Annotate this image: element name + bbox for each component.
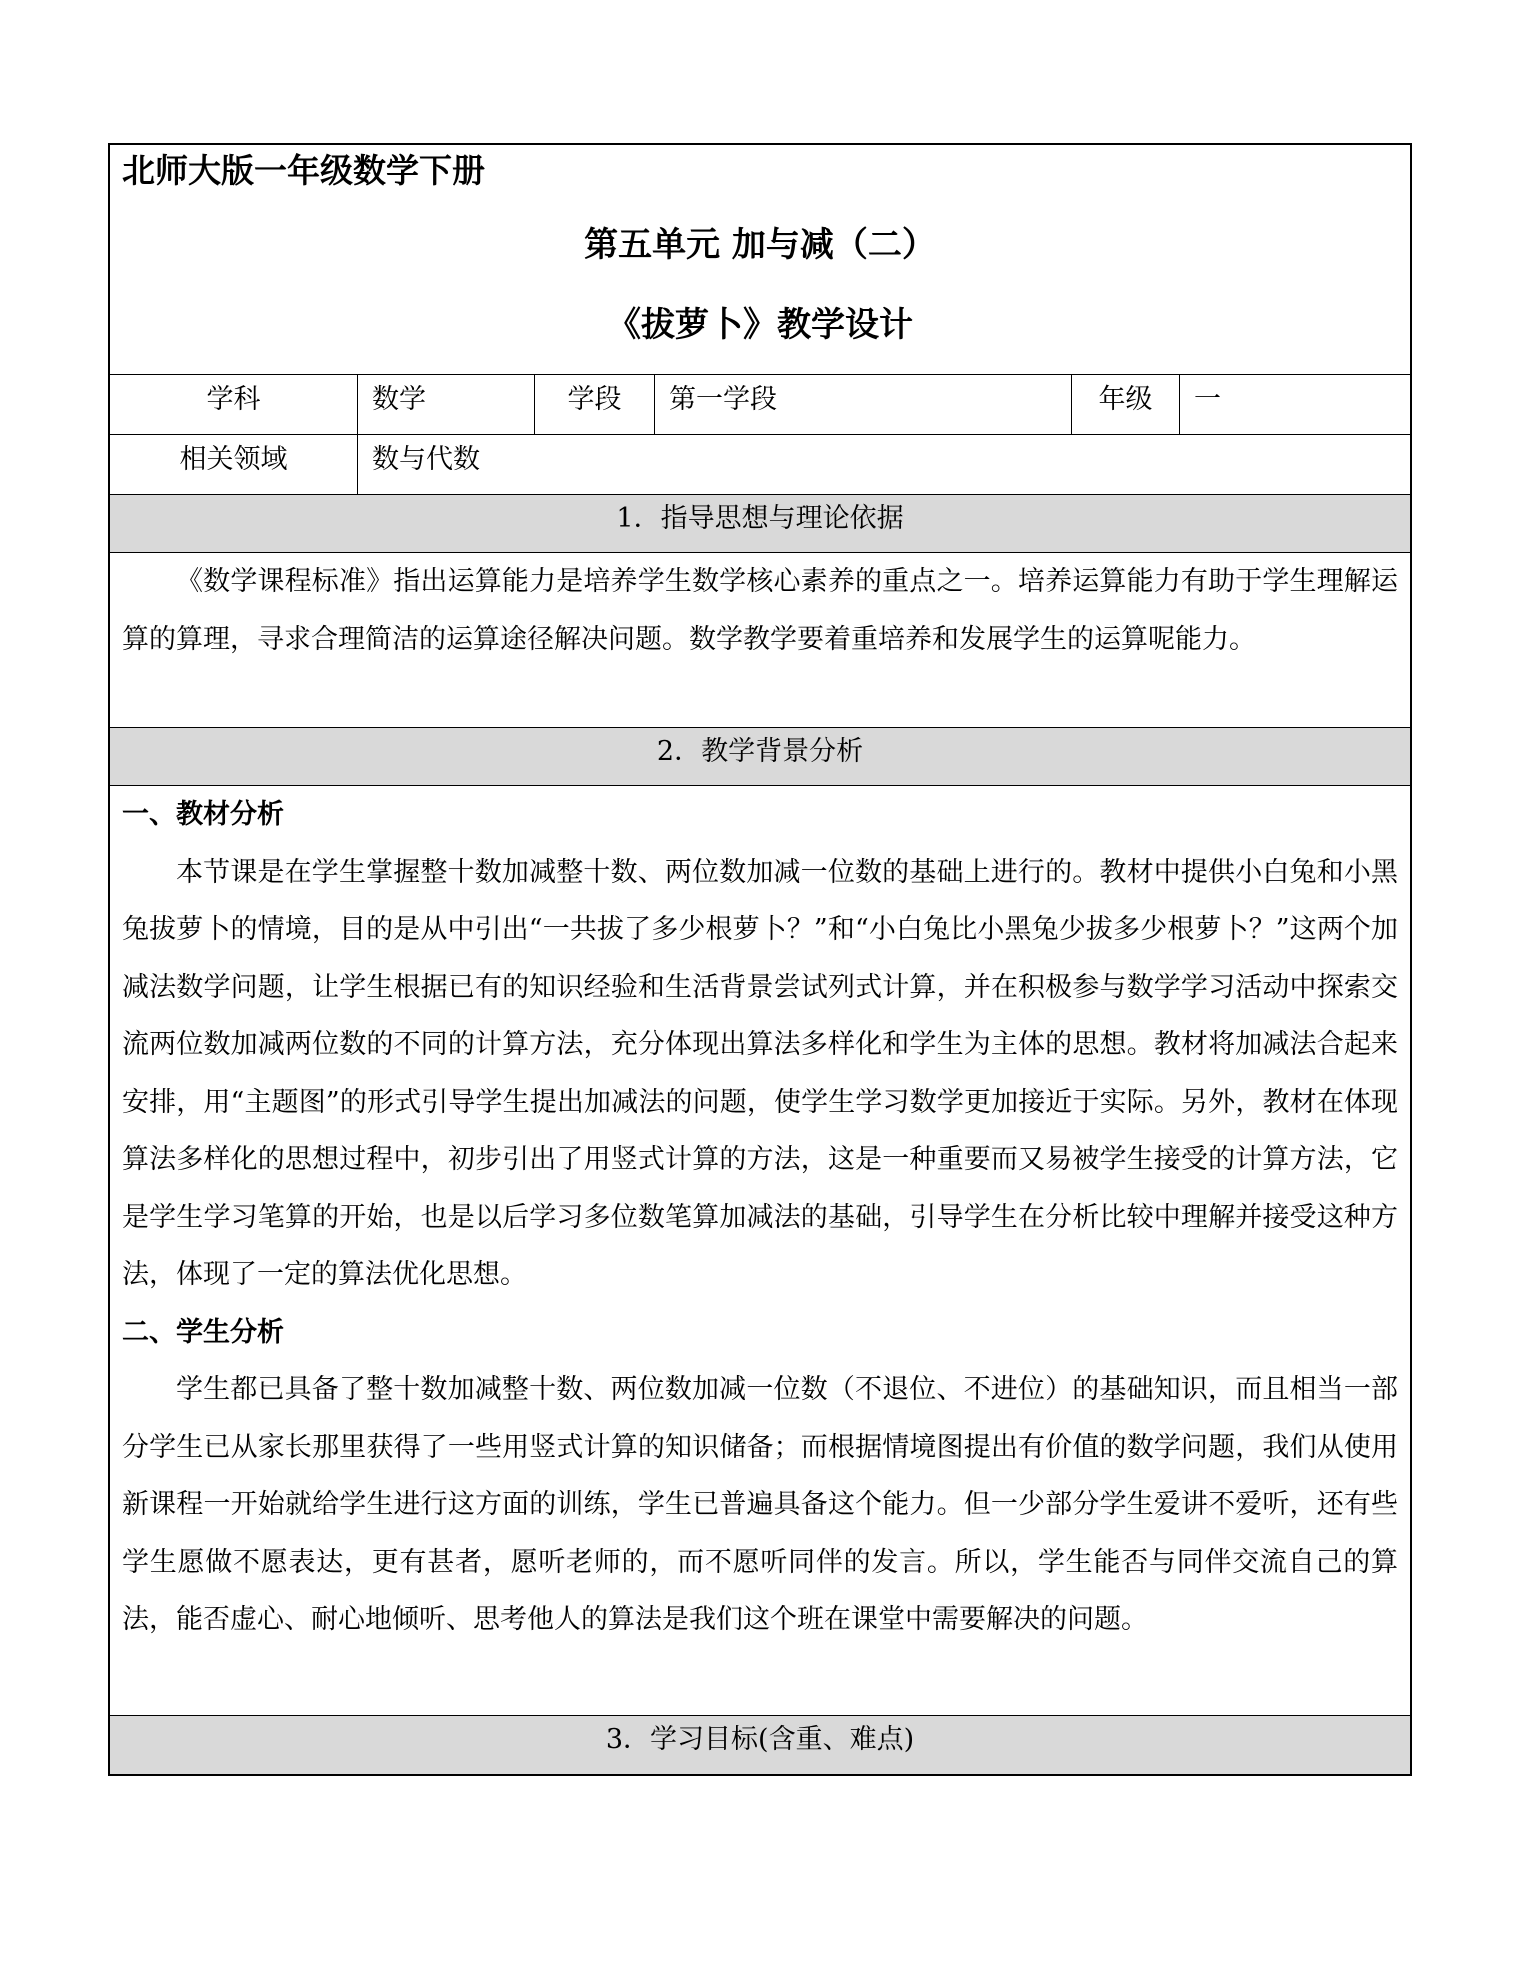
- student-analysis-heading: 二、学生分析: [122, 1316, 284, 1348]
- section-2-body: [110, 786, 1410, 1716]
- unit-title: 第五单元 加与减（二）: [584, 225, 936, 265]
- material-analysis-heading: 一、教材分析: [122, 799, 284, 830]
- student-analysis-paragraph: 学生都已具备了整十数加减整十数、两位数加减一位数（不退位、不进位）的基础知识，而且相当一部分学生已从家长那里获得了一些用竖式计算的知识储备；而根据情境图提出有价值的数学问题，我们从使用新课程一开始就给学生进行这方面的训练，学生已普遍具备这个能力。但一少部分学生爱讲不爱听，还有些学生愿做不愿表达，更有甚者，愿听老师的，而不愿听同伴的发言。所以，学生能否与同伴交流自己的算法，能否虚心、耐心地倾听、思考他人的算法是我们这个班在课堂中需要解决的问题。: [122, 1374, 1398, 1635]
- lesson-title: 《拔萝卜》教学设计: [607, 305, 913, 345]
- section-heading-3: 3．学习目标(含重、难点): [110, 1716, 1410, 1774]
- stage-label: 学段: [535, 375, 655, 434]
- material-analysis-paragraph: 本节课是在学生掌握整十数加减整十数、两位数加减一位数的基础上进行的。教材中提供小白兔和小黑兔拔萝卜的情境，目的是从中引出“一共拔了多少根萝卜？”和“小白兔比小黑兔少拔多少根萝卜？”这两个加减法数学问题，让学生根据已有的知识经验和生活背景尝试列式计算，并在积极参与数学学习活动中探索交流两位数加减两位数的不同的计算方法，充分体现出算法多样化和学生为主体的思想。教材将加减法合起来安排，用“主题图”的形式引导学生提出加减法的问题，使学生学习数学更加接近于实际。另外，教材在体现算法多样化的思想过程中，初步引出了用竖式计算的方法，这是一种重要而又易被学生接受的计算方法，它是学生学习笔算的开始，也是以后学习多位数笔算加减法的基础，引导学生在分析比较中理解并接受这种方法，体现了一定的算法优化思想。: [122, 856, 1398, 1290]
- field-label: 相关领域: [110, 435, 358, 494]
- section-1-body: [110, 553, 1410, 728]
- info-row-1: [110, 375, 1410, 435]
- guiding-principle-paragraph: 《数学课程标准》指出运算能力是培养学生数学核心素养的重点之一。培养运算能力有助于学生理解运算的算理，寻求合理简洁的运算途径解决问题。数学教学要着重培养和发展学生的运算呢能力。: [122, 566, 1398, 655]
- title-block: [110, 145, 1410, 375]
- lesson-plan-table: [108, 143, 1412, 1776]
- subject-value: 数学: [358, 375, 535, 434]
- textbook-series: 北师大版一年级数学下册: [122, 151, 485, 190]
- info-row-2: [110, 435, 1410, 495]
- section-heading-2: 2．教学背景分析: [110, 728, 1410, 786]
- field-value: 数与代数: [372, 444, 480, 475]
- stage-value: 第一学段: [655, 375, 1072, 434]
- grade-label: 年级: [1072, 375, 1180, 434]
- section-heading-1: 1．指导思想与理论依据: [110, 495, 1410, 553]
- subject-label: 学科: [110, 375, 358, 434]
- grade-value: 一: [1194, 384, 1221, 415]
